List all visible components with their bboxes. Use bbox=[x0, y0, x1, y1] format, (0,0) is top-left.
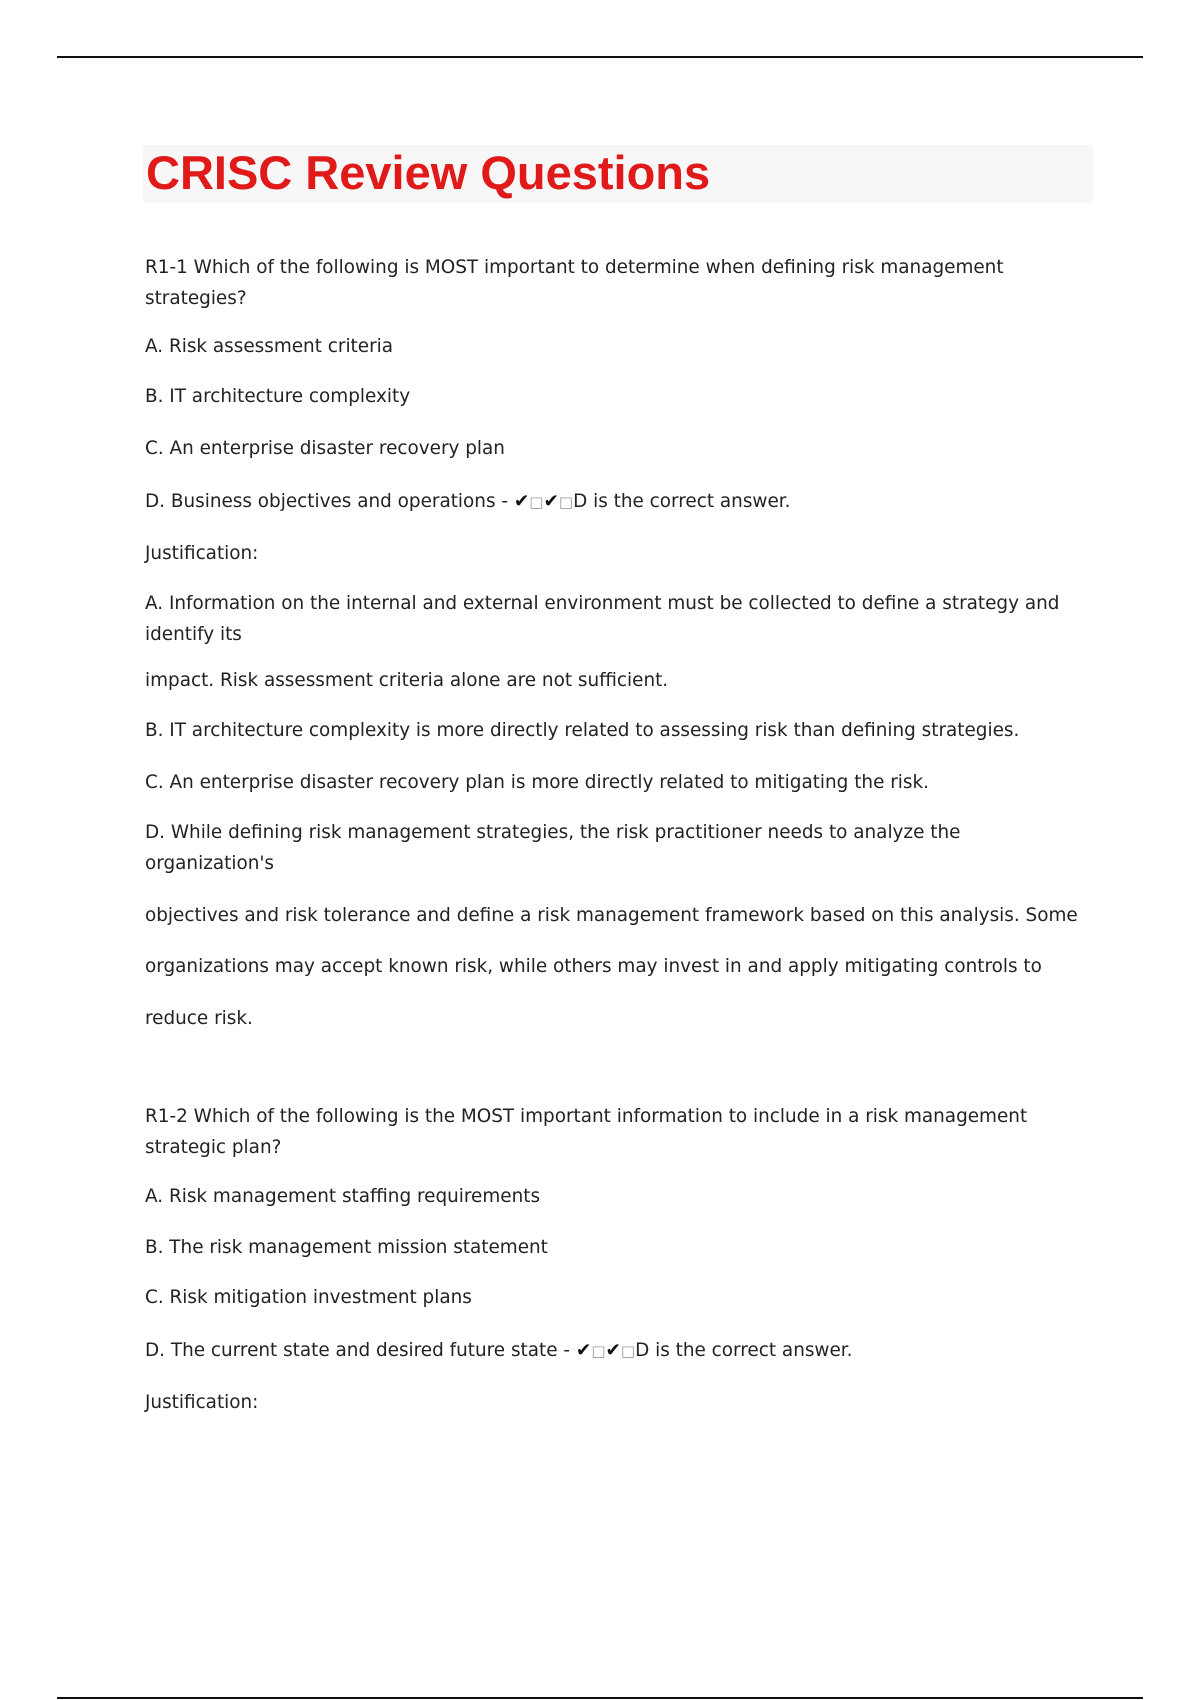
answer-option-d bbox=[145, 486, 1095, 518]
check-mark-icon: ✔ bbox=[513, 491, 530, 512]
justification-line: organizations may accept known risk, while others may invest in and apply mitigating controls to bbox=[145, 956, 1042, 977]
check-mark-icon: ✔ bbox=[543, 491, 559, 512]
answer-option-c: C. Risk mitigation investment plans bbox=[145, 1287, 472, 1308]
justification-line: C. An enterprise disaster recovery plan is more directly related to mitigating the risk. bbox=[145, 772, 929, 793]
justification-line: reduce risk. bbox=[145, 1008, 253, 1029]
correct-answer-note: D is the correct answer. bbox=[573, 491, 791, 512]
box-glyph-icon: □ bbox=[529, 493, 544, 511]
answer-option-b: B. The risk management mission statement bbox=[145, 1237, 548, 1258]
justification-label: Justification: bbox=[145, 1392, 259, 1413]
answer-option-b: B. IT architecture complexity bbox=[145, 386, 411, 407]
answer-option-a: A. Risk management staffing requirements bbox=[145, 1186, 541, 1207]
justification-line: A. Information on the internal and external environment must be collected to define a strategy and identify its bbox=[145, 593, 1060, 645]
question-stem: R1-1 Which of the following is MOST important to determine when defining risk management strategies? bbox=[145, 257, 1004, 309]
document-title: CRISC Review Questions bbox=[146, 146, 711, 199]
justification-label: Justification: bbox=[145, 543, 259, 564]
justification-line: impact. Risk assessment criteria alone are not sufficient. bbox=[145, 670, 669, 691]
question-stem: R1-2 Which of the following is the MOST important information to include in a risk management strategic plan? bbox=[145, 1106, 1028, 1158]
box-glyph-icon: □ bbox=[558, 493, 574, 511]
answer-option-d-text: D. Business objectives and operations - bbox=[145, 491, 509, 512]
footer-rule bbox=[57, 1697, 1143, 1699]
justification-line: D. While defining risk management strategies, the risk practitioner needs to analyze the organization's bbox=[145, 822, 961, 874]
header-rule bbox=[57, 56, 1143, 58]
correct-answer-note: D is the correct answer. bbox=[635, 1340, 853, 1361]
check-mark-icon: ✔ bbox=[575, 1340, 592, 1361]
justification-line: B. IT architecture complexity is more directly related to assessing risk than defining strategies. bbox=[145, 720, 1020, 741]
check-mark-icon: ✔ bbox=[605, 1340, 621, 1361]
box-glyph-icon: □ bbox=[620, 1342, 636, 1360]
answer-option-d bbox=[145, 1335, 1095, 1367]
answer-option-a: A. Risk assessment criteria bbox=[145, 336, 394, 357]
box-glyph-icon: □ bbox=[591, 1342, 606, 1360]
justification-line: objectives and risk tolerance and define a risk management framework based on this analysis. Some bbox=[145, 905, 1078, 926]
document-body bbox=[145, 252, 1095, 1418]
answer-option-c: C. An enterprise disaster recovery plan bbox=[145, 438, 505, 459]
answer-option-d-text: D. The current state and desired future state - bbox=[145, 1340, 571, 1361]
